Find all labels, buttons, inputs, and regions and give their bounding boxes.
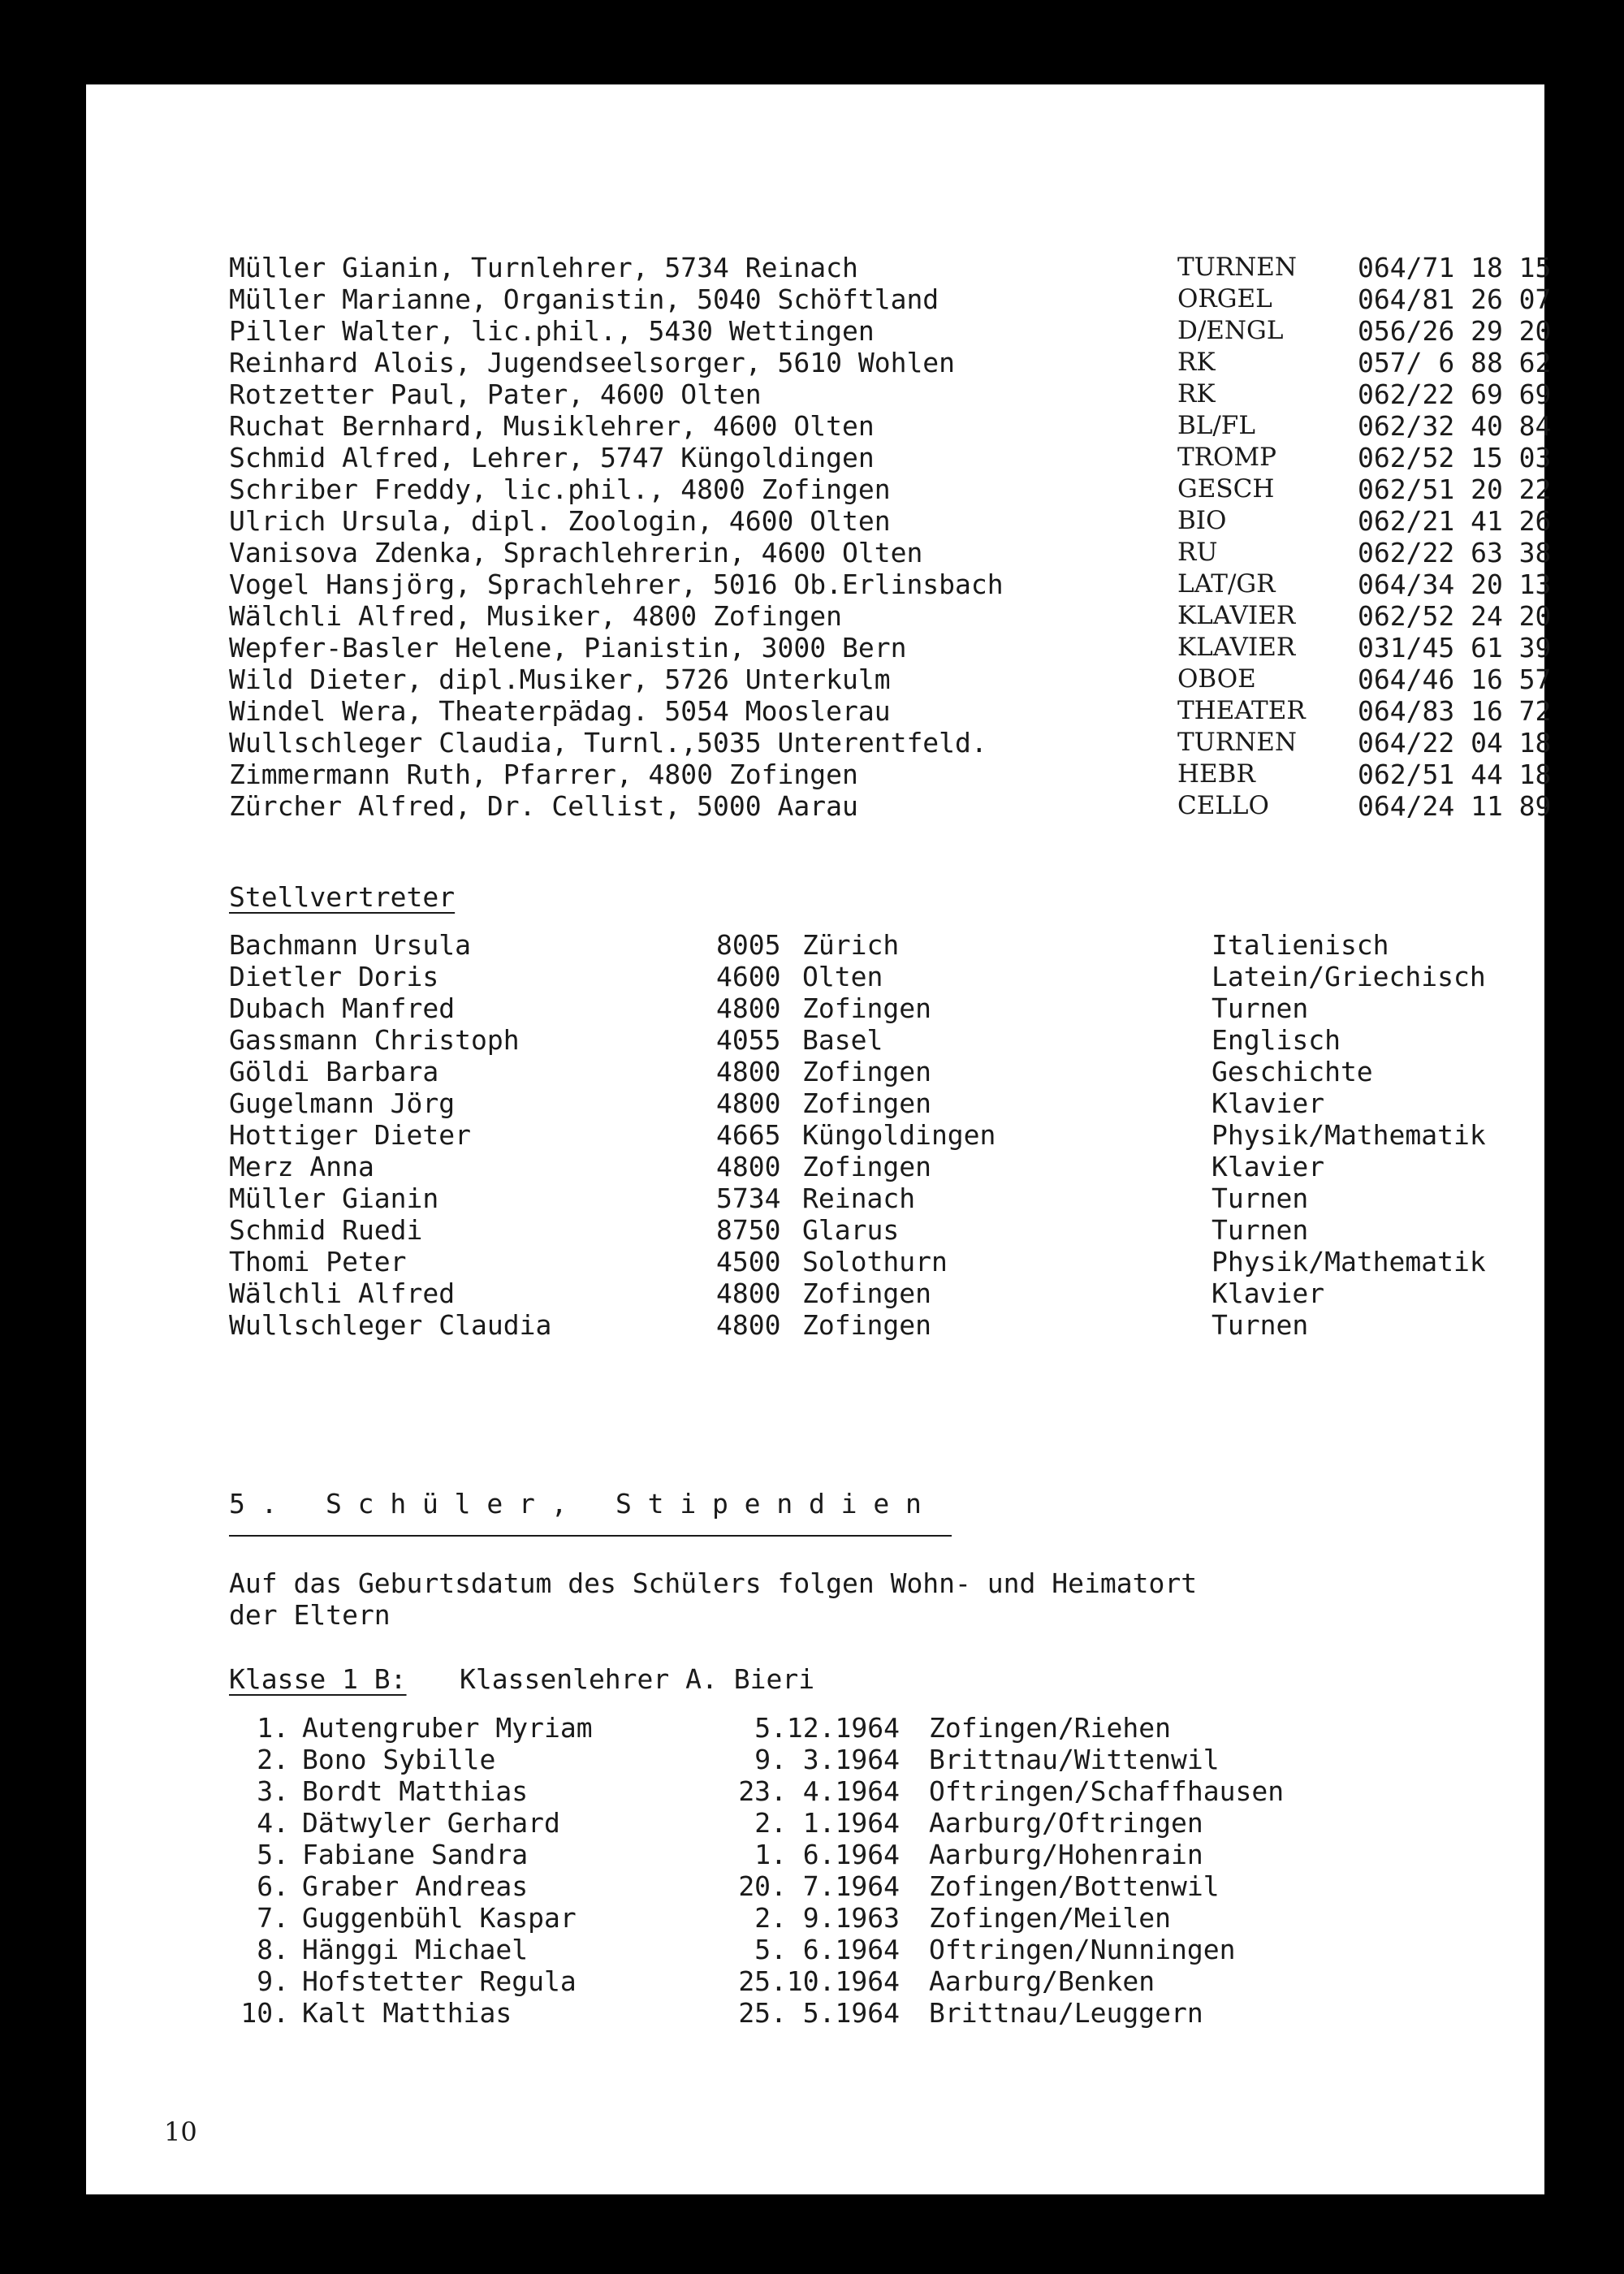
teacher-entry: Vogel Hansjörg, Sprachlehrer, 5016 Ob.Erlinsbach [229,568,1004,600]
student-name: Hofstetter Regula [302,1965,577,1997]
intro-line-2: der Eltern [229,1599,391,1631]
student-row [229,1807,1528,1839]
substitute-plz: 4800 [716,1278,781,1309]
student-number: 2. [257,1744,289,1775]
substitute-row [229,1214,1528,1246]
substitute-row [229,1309,1528,1341]
substitute-subject: Turnen [1212,992,1309,1024]
student-number: 1. [257,1712,289,1744]
teacher-entry: Müller Gianin, Turnlehrer, 5734 Reinach [229,252,858,283]
teacher-row [229,790,1552,822]
student-number: 9. [257,1965,289,1997]
section-5-heading: 5. Schüler, Stipendien [229,1488,938,1520]
student-places: Oftringen/Nunningen [929,1934,1236,1965]
teacher-subject: GESCH [1177,474,1275,504]
substitute-place: Glarus [802,1214,900,1246]
student-places: Aarburg/Hohenrain [929,1839,1203,1870]
student-places: Oftringen/Schaffhausen [929,1775,1285,1807]
student-number: 5. [257,1839,289,1870]
substitute-name: Dietler Doris [229,961,439,992]
substitute-name: Wälchli Alfred [229,1278,456,1309]
substitute-name: Merz Anna [229,1151,374,1182]
student-row [229,1775,1528,1807]
substitute-plz: 4800 [716,1309,781,1341]
student-birthdate: 1. 6.1964 [754,1839,900,1870]
substitute-row [229,1278,1528,1309]
substitute-plz: 4800 [716,992,781,1024]
teacher-subject: HEBR [1177,759,1255,789]
substitute-subject: Physik/Mathematik [1212,1246,1486,1278]
teacher-entry: Schmid Alfred, Lehrer, 5747 Küngoldingen [229,442,875,473]
substitute-row [229,992,1528,1024]
teacher-entry: Müller Marianne, Organistin, 5040 Schöftland [229,283,939,315]
document-page [86,84,1552,2194]
student-number: 6. [257,1870,289,1902]
substitute-subject: Englisch [1212,1024,1341,1056]
student-birthdate: 25.10.1964 [738,1965,900,1997]
intro-line-1: Auf das Geburtsdatum des Schülers folgen Wohn- und Heimatort [229,1567,1198,1599]
teacher-phone: 057/ 6 88 62 [1358,347,1552,378]
substitute-subject: Turnen [1212,1214,1309,1246]
teacher-phone: 062/21 41 26 [1358,505,1552,537]
teacher-row [229,727,1552,759]
student-row [229,1902,1528,1934]
teacher-phone: 062/51 20 22 [1358,473,1552,505]
student-name: Dätwyler Gerhard [302,1807,560,1839]
teacher-subject: TURNEN [1177,728,1298,757]
student-row [229,1839,1528,1870]
substitute-place: Reinach [802,1182,916,1214]
teacher-row [229,347,1552,378]
substitutes-heading: Stellvertreter [229,881,456,913]
teacher-subject: RU [1177,538,1218,567]
teacher-entry: Piller Walter, lic.phil., 5430 Wettingen [229,315,875,347]
substitute-place: Zofingen [802,1056,931,1087]
substitute-plz: 8005 [716,929,781,961]
teacher-subject: RK [1177,348,1216,377]
student-places: Aarburg/Oftringen [929,1807,1203,1839]
student-places: Aarburg/Benken [929,1965,1155,1997]
teacher-entry: Reinhard Alois, Jugendseelsorger, 5610 Wohlen [229,347,956,378]
substitute-row [229,1087,1528,1119]
substitute-plz: 8750 [716,1214,781,1246]
teacher-entry: Wälchli Alfred, Musiker, 4800 Zofingen [229,600,842,632]
student-birthdate: 25. 5.1964 [738,1997,900,2029]
teacher-row [229,442,1552,473]
substitute-subject: Klavier [1212,1087,1325,1119]
teacher-row [229,283,1552,315]
teacher-entry: Zimmermann Ruth, Pfarrer, 4800 Zofingen [229,759,858,790]
teacher-entry: Ruchat Bernhard, Musiklehrer, 4600 Olten [229,410,875,442]
student-birthdate: 23. 4.1964 [738,1775,900,1807]
student-name: Guggenbühl Kaspar [302,1902,577,1934]
student-name: Fabiane Sandra [302,1839,529,1870]
teacher-row [229,600,1552,632]
substitute-name: Gassmann Christoph [229,1024,520,1056]
teacher-entry: Ulrich Ursula, dipl. Zoologin, 4600 Olten [229,505,891,537]
teacher-entry: Zürcher Alfred, Dr. Cellist, 5000 Aarau [229,790,858,822]
student-birthdate: 20. 7.1964 [738,1870,900,1902]
class-teacher: Klassenlehrer A. Bieri [460,1663,815,1695]
teacher-phone: 064/81 26 07 [1358,283,1552,315]
substitute-place: Basel [802,1024,883,1056]
teacher-subject: OBOE [1177,664,1256,694]
teacher-row [229,664,1552,695]
substitute-place: Zofingen [802,1309,931,1341]
teacher-row [229,759,1552,790]
student-row [229,1744,1528,1775]
teacher-row [229,695,1552,727]
student-row [229,1870,1528,1902]
student-birthdate: 5.12.1964 [754,1712,900,1744]
substitute-name: Göldi Barbara [229,1056,439,1087]
student-places: Zofingen/Meilen [929,1902,1172,1934]
substitute-subject: Turnen [1212,1309,1309,1341]
student-birthdate: 2. 1.1964 [754,1807,900,1839]
teacher-subject: ORGEL [1177,284,1272,313]
student-places: Zofingen/Riehen [929,1712,1172,1744]
teacher-subject: TURNEN [1177,253,1298,282]
student-name: Autengruber Myriam [302,1712,593,1744]
student-number: 8. [257,1934,289,1965]
substitute-subject: Klavier [1212,1278,1325,1309]
substitute-place: Solothurn [802,1246,948,1278]
substitute-plz: 4055 [716,1024,781,1056]
teacher-phone: 064/71 18 15 [1358,252,1552,283]
teacher-phone: 064/22 04 18 [1358,727,1552,759]
teacher-phone: 062/51 44 18 [1358,759,1552,790]
class-label: Klasse 1 B: [229,1663,407,1695]
substitute-subject: Latein/Griechisch [1212,961,1486,992]
substitute-subject: Physik/Mathematik [1212,1119,1486,1151]
student-number: 7. [257,1902,289,1934]
student-name: Bordt Matthias [302,1775,529,1807]
substitute-name: Dubach Manfred [229,992,456,1024]
student-row [229,1934,1528,1965]
teacher-row [229,632,1552,664]
substitute-row [229,1056,1528,1087]
substitute-place: Zofingen [802,1278,931,1309]
teacher-phone: 062/22 63 38 [1358,537,1552,568]
teacher-row [229,378,1552,410]
student-birthdate: 5. 6.1964 [754,1934,900,1965]
teacher-entry: Wepfer-Basler Helene, Pianistin, 3000 Bern [229,632,907,664]
teacher-phone: 031/45 61 39 [1358,632,1552,664]
teacher-subject: TROMP [1177,443,1277,472]
teacher-subject: BIO [1177,506,1227,535]
teacher-phone: 062/22 69 69 [1358,378,1552,410]
teacher-phone: 056/26 29 20 [1358,315,1552,347]
substitute-plz: 4800 [716,1056,781,1087]
student-number: 10. [240,1997,289,2029]
substitute-place: Zofingen [802,1087,931,1119]
teacher-phone: 062/52 24 20 [1358,600,1552,632]
substitute-plz: 4800 [716,1087,781,1119]
teacher-row [229,410,1552,442]
student-name: Kalt Matthias [302,1997,512,2029]
teacher-entry: Rotzetter Paul, Pater, 4600 Olten [229,378,762,410]
teacher-subject: THEATER [1177,696,1306,725]
substitute-plz: 5734 [716,1182,781,1214]
substitute-name: Müller Gianin [229,1182,439,1214]
section-5-underline [229,1535,952,1537]
substitute-place: Küngoldingen [802,1119,996,1151]
student-places: Zofingen/Bottenwil [929,1870,1220,1902]
substitute-place: Zürich [802,929,900,961]
teacher-row [229,252,1552,283]
teacher-row [229,537,1552,568]
student-row [229,1712,1528,1744]
substitute-row [229,961,1528,992]
teacher-phone: 064/34 20 13 [1358,568,1552,600]
substitute-plz: 4600 [716,961,781,992]
substitute-name: Wullschleger Claudia [229,1309,552,1341]
substitute-name: Gugelmann Jörg [229,1087,456,1119]
student-birthdate: 9. 3.1964 [754,1744,900,1775]
teacher-phone: 064/83 16 72 [1358,695,1552,727]
teacher-entry: Wild Dieter, dipl.Musiker, 5726 Unterkulm [229,664,891,695]
teacher-subject: KLAVIER [1177,633,1296,662]
substitute-subject: Klavier [1212,1151,1325,1182]
substitute-name: Hottiger Dieter [229,1119,472,1151]
substitute-place: Zofingen [802,1151,931,1182]
substitute-row [229,1151,1528,1182]
substitute-subject: Turnen [1212,1182,1309,1214]
student-name: Bono Sybille [302,1744,496,1775]
teacher-row [229,505,1552,537]
substitute-place: Zofingen [802,992,931,1024]
teacher-subject: BL/FL [1177,411,1255,440]
teacher-entry: Windel Wera, Theaterpädag. 5054 Mooslerau [229,695,891,727]
teacher-entry: Vanisova Zdenka, Sprachlehrerin, 4600 Olten [229,537,923,568]
teacher-row [229,473,1552,505]
teacher-entry: Wullschleger Claudia, Turnl.,5035 Unterentfeld. [229,727,987,759]
substitute-name: Bachmann Ursula [229,929,472,961]
teacher-subject: D/ENGL [1177,316,1284,345]
substitute-row [229,1246,1528,1278]
student-places: Brittnau/Wittenwil [929,1744,1220,1775]
substitute-subject: Italienisch [1212,929,1389,961]
substitute-plz: 4665 [716,1119,781,1151]
teacher-row [229,568,1552,600]
teacher-phone: 064/46 16 57 [1358,664,1552,695]
student-birthdate: 2. 9.1963 [754,1902,900,1934]
student-row [229,1997,1528,2029]
substitute-row [229,1182,1528,1214]
substitute-plz: 4500 [716,1246,781,1278]
teacher-subject: KLAVIER [1177,601,1296,630]
substitute-name: Schmid Ruedi [229,1214,423,1246]
teacher-entry: Schriber Freddy, lic.phil., 4800 Zofingen [229,473,891,505]
student-number: 4. [257,1807,289,1839]
student-name: Graber Andreas [302,1870,529,1902]
student-row [229,1965,1528,1997]
student-name: Hänggi Michael [302,1934,529,1965]
teacher-phone: 062/52 15 03 [1358,442,1552,473]
substitute-subject: Geschichte [1212,1056,1373,1087]
teacher-subject: LAT/GR [1177,569,1276,599]
student-places: Brittnau/Leuggern [929,1997,1203,2029]
teacher-subject: CELLO [1177,791,1269,820]
substitute-place: Olten [802,961,883,992]
teacher-phone: 062/32 40 84 [1358,410,1552,442]
substitute-name: Thomi Peter [229,1246,407,1278]
substitute-row [229,929,1528,961]
student-number: 3. [257,1775,289,1807]
teacher-subject: RK [1177,379,1216,409]
teacher-phone: 064/24 11 89 [1358,790,1552,822]
substitute-plz: 4800 [716,1151,781,1182]
substitute-row [229,1024,1528,1056]
substitute-row [229,1119,1528,1151]
teacher-row [229,315,1552,347]
page-number: 10 [164,2116,197,2147]
